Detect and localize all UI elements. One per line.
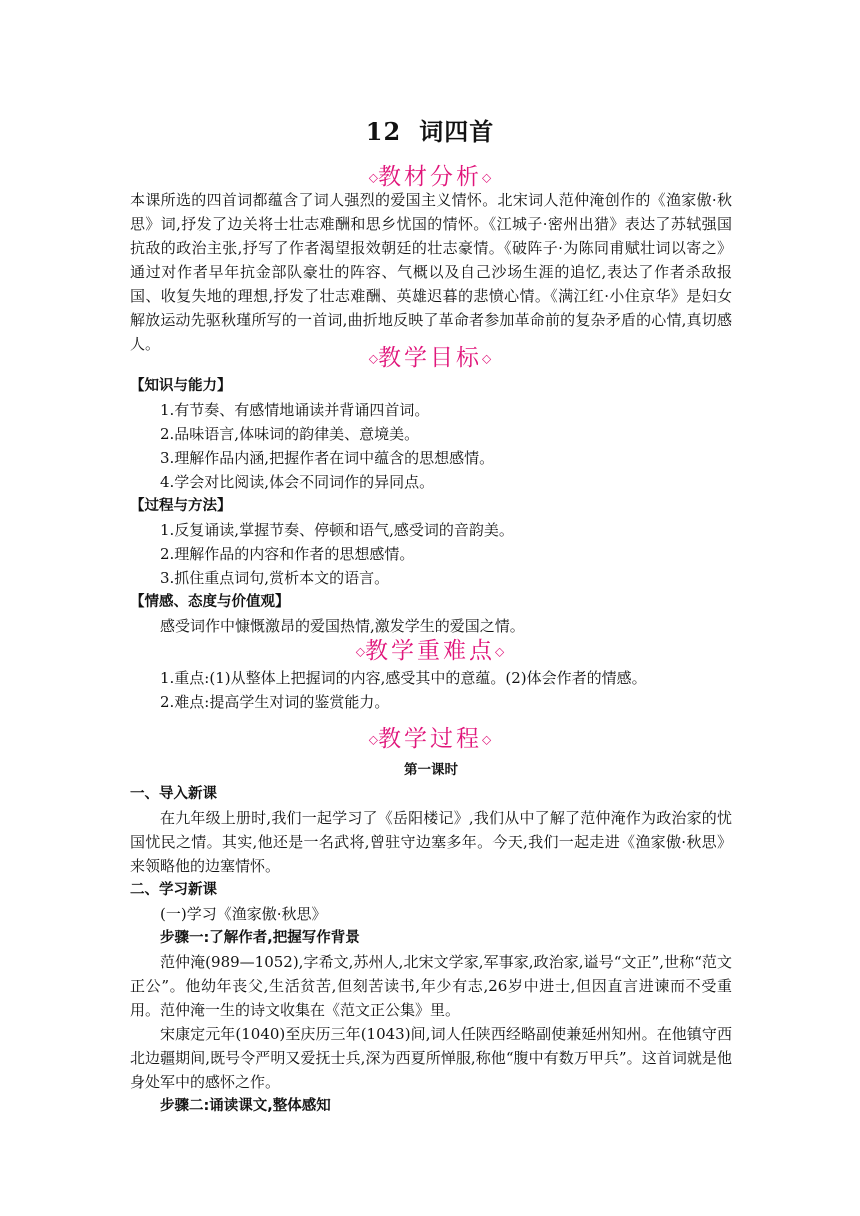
goal-item: 1.有节奏、有感情地诵读并背诵四首词。	[160, 401, 430, 419]
diamond-icon: ◇	[495, 644, 505, 659]
part2-heading: 二、学习新课	[130, 882, 217, 898]
keypoint-item: 1.重点:(1)从整体上把握词的内容,感受其中的意蕴。(2)体会作者的情感。	[160, 669, 647, 687]
diamond-icon: ◇	[368, 170, 378, 185]
lesson-period: 第一课时	[404, 762, 458, 778]
goal-item: 1.反复诵读,掌握节奏、停顿和语气,感受词的音韵美。	[160, 521, 514, 539]
keypoint-item: 2.难点:提高学生对词的鉴赏能力。	[160, 693, 390, 711]
process-heading: 【过程与方法】	[130, 498, 232, 514]
goal-item: 感受词作中慷慨激昂的爱国热情,激发学生的爱国之情。	[160, 617, 525, 635]
knowledge-heading: 【知识与能力】	[130, 378, 232, 394]
goal-item: 3.理解作品内涵,把握作者在词中蕴含的思想感情。	[160, 449, 495, 467]
part1-paragraph: 在九年级上册时,我们一起学习了《岳阳楼记》,我们从中了解了范仲淹作为政治家的忧国忧民之情。其实,他还是一名武将,曾驻守边塞多年。今天,我们一起走进《渔家傲·秋思》来领略他的边塞情怀。	[130, 809, 732, 875]
goal-item: 4.学会对比阅读,体会不同词作的异同点。	[160, 473, 435, 491]
diamond-icon: ◇	[368, 351, 378, 366]
keypoints-block	[130, 666, 732, 714]
diamond-icon: ◇	[482, 732, 492, 747]
diamond-icon: ◇	[482, 351, 492, 366]
lesson-number: 12	[365, 117, 402, 146]
section-heading-goals: ◇教学目标◇	[368, 345, 492, 371]
step1-paragraph: 范仲淹(989—1052),字希文,苏州人,北宋文学家,军事家,政治家,谥号“文正”,世称“范文正公”。他幼年丧父,生活贫苦,但刻苦读书,年少有志,26岁中进士,但因直言进谏而不受重用。范仲淹一生的诗文收集在《范文正公集》里。	[130, 953, 732, 1019]
goal-item: 3.抓住重点词句,赏析本文的语言。	[160, 569, 390, 587]
goal-item: 2.理解作品的内容和作者的思想感情。	[160, 545, 415, 563]
step1-heading: 步骤一:了解作者,把握写作背景	[160, 930, 360, 946]
section-heading-process: ◇教学过程◇	[368, 726, 492, 752]
goal-item: 2.品味语言,体味词的韵律美、意境美。	[160, 425, 420, 443]
process-block	[130, 758, 732, 1118]
step2-heading: 步骤二:诵读课文,整体感知	[160, 1098, 331, 1114]
section-heading-analysis: ◇教材分析◇	[368, 164, 492, 190]
analysis-paragraph: 本课所选的四首词都蕴含了词人强烈的爱国主义情怀。北宋词人范仲淹创作的《渔家傲·秋思》词,抒发了边关将士壮志难酬和思乡忧国的情怀。《江城子·密州出猎》表达了苏轼强国抗敌的政治主张,抒写了作者渴望报效朝廷的壮志豪情。《破阵子·为陈同甫赋壮词以寄之》通过对作者早年抗金部队豪壮的阵容、气概以及自己沙场生涯的追忆,表达了作者杀敌报国、收复失地的理想,抒发了壮志难酬、英雄迟暮的悲愤心情。《满江红·小住京华》是妇女解放运动先驱秋瑾所写的一首词,曲折地反映了革命者参加革命前的复杂矛盾的心情,真切感人。	[130, 191, 732, 353]
goals-block	[130, 374, 732, 638]
section-heading-keypoints: ◇教学重难点◇	[355, 638, 505, 664]
diamond-icon: ◇	[482, 170, 492, 185]
diamond-icon: ◇	[368, 732, 378, 747]
lesson-title-text: 词四首	[419, 117, 495, 146]
step1-paragraph: 宋康定元年(1040)至庆历三年(1043)间,词人任陕西经略副使兼延州知州。在他镇守西北边疆期间,既号令严明又爱抚士兵,深为西夏所惮服,称他“腹中有数万甲兵”。这首词就是他身处军中的感怀之作。	[130, 1025, 732, 1091]
emotion-heading: 【情感、态度与价值观】	[130, 594, 290, 610]
sub-heading: (一)学习《渔家傲·秋思》	[160, 905, 327, 923]
lesson-title	[0, 112, 860, 147]
part1-heading: 一、导入新课	[130, 786, 217, 802]
diamond-icon: ◇	[355, 644, 365, 659]
